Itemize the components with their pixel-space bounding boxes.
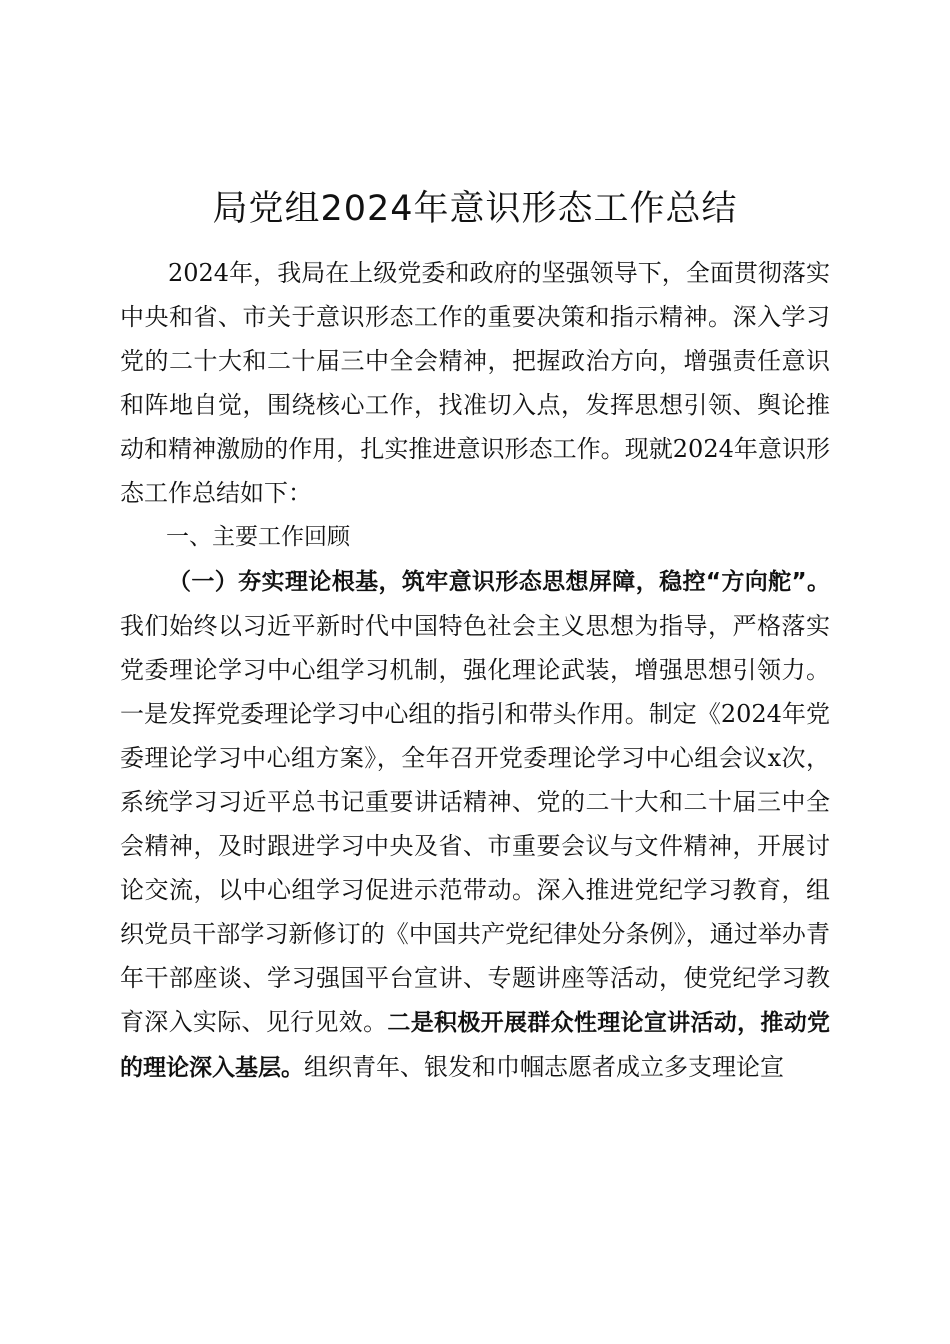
subsection-paragraph-1 — [120, 559, 830, 1090]
subsection-text-2: 组织青年、银发和巾帼志愿者成立多支理论宣 — [304, 1053, 784, 1081]
document-title: 局党组2024年意识形态工作总结 — [212, 189, 738, 229]
intro-paragraph: 2024年，我局在上级党委和政府的坚强领导下，全面贯彻落实中央和省、市关于意识形态工作的重要决策和指示精神。深入学习党的二十大和二十届三中全会精神，把握政治方向，增强责任意识和阵地自觉，围绕核心工作，找准切入点，发挥思想引领、舆论推动和精神激励的作用，扎实推进意识形态工作。现就2024年意识形态工作总结如下： — [120, 259, 830, 507]
section-heading-1: 一、主要工作回顾 — [166, 524, 350, 550]
subsection-bold-point-2: 二是积极开展群众性理论宣讲活动，推动党的理论深入基层。 — [120, 1010, 831, 1081]
subsection-text-1: 我们始终以习近平新时代中国特色社会主义思想为指导，严格落实党委理论学习中心组学习机制，强化理论武装，增强思想引领力。一是发挥党委理论学习中心组的指引和带头作用。制定《2024年党委理论学习中心组方案》，全年召开党委理论学习中心组会议x次，系统学习习近平总书记重要讲话精神、党的二十大和二十届三中全会精神，及时跟进学习中央及省、市重要会议与文件精神，开展讨论交流，以中心组学习促进示范带动。深入推进党纪学习教育，组织党员干部学习新修订的《中国共产党纪律处分条例》，通过举办青年干部座谈、学习强国平台宣讲、专题讲座等活动，使党纪学习教育深入实际、见行见效。 — [120, 612, 830, 1036]
document-body — [120, 251, 830, 1090]
subsection-heading-1: （一）夯实理论根基，筑牢意识形态思想屏障，稳控“方向舵”。 — [168, 569, 830, 595]
